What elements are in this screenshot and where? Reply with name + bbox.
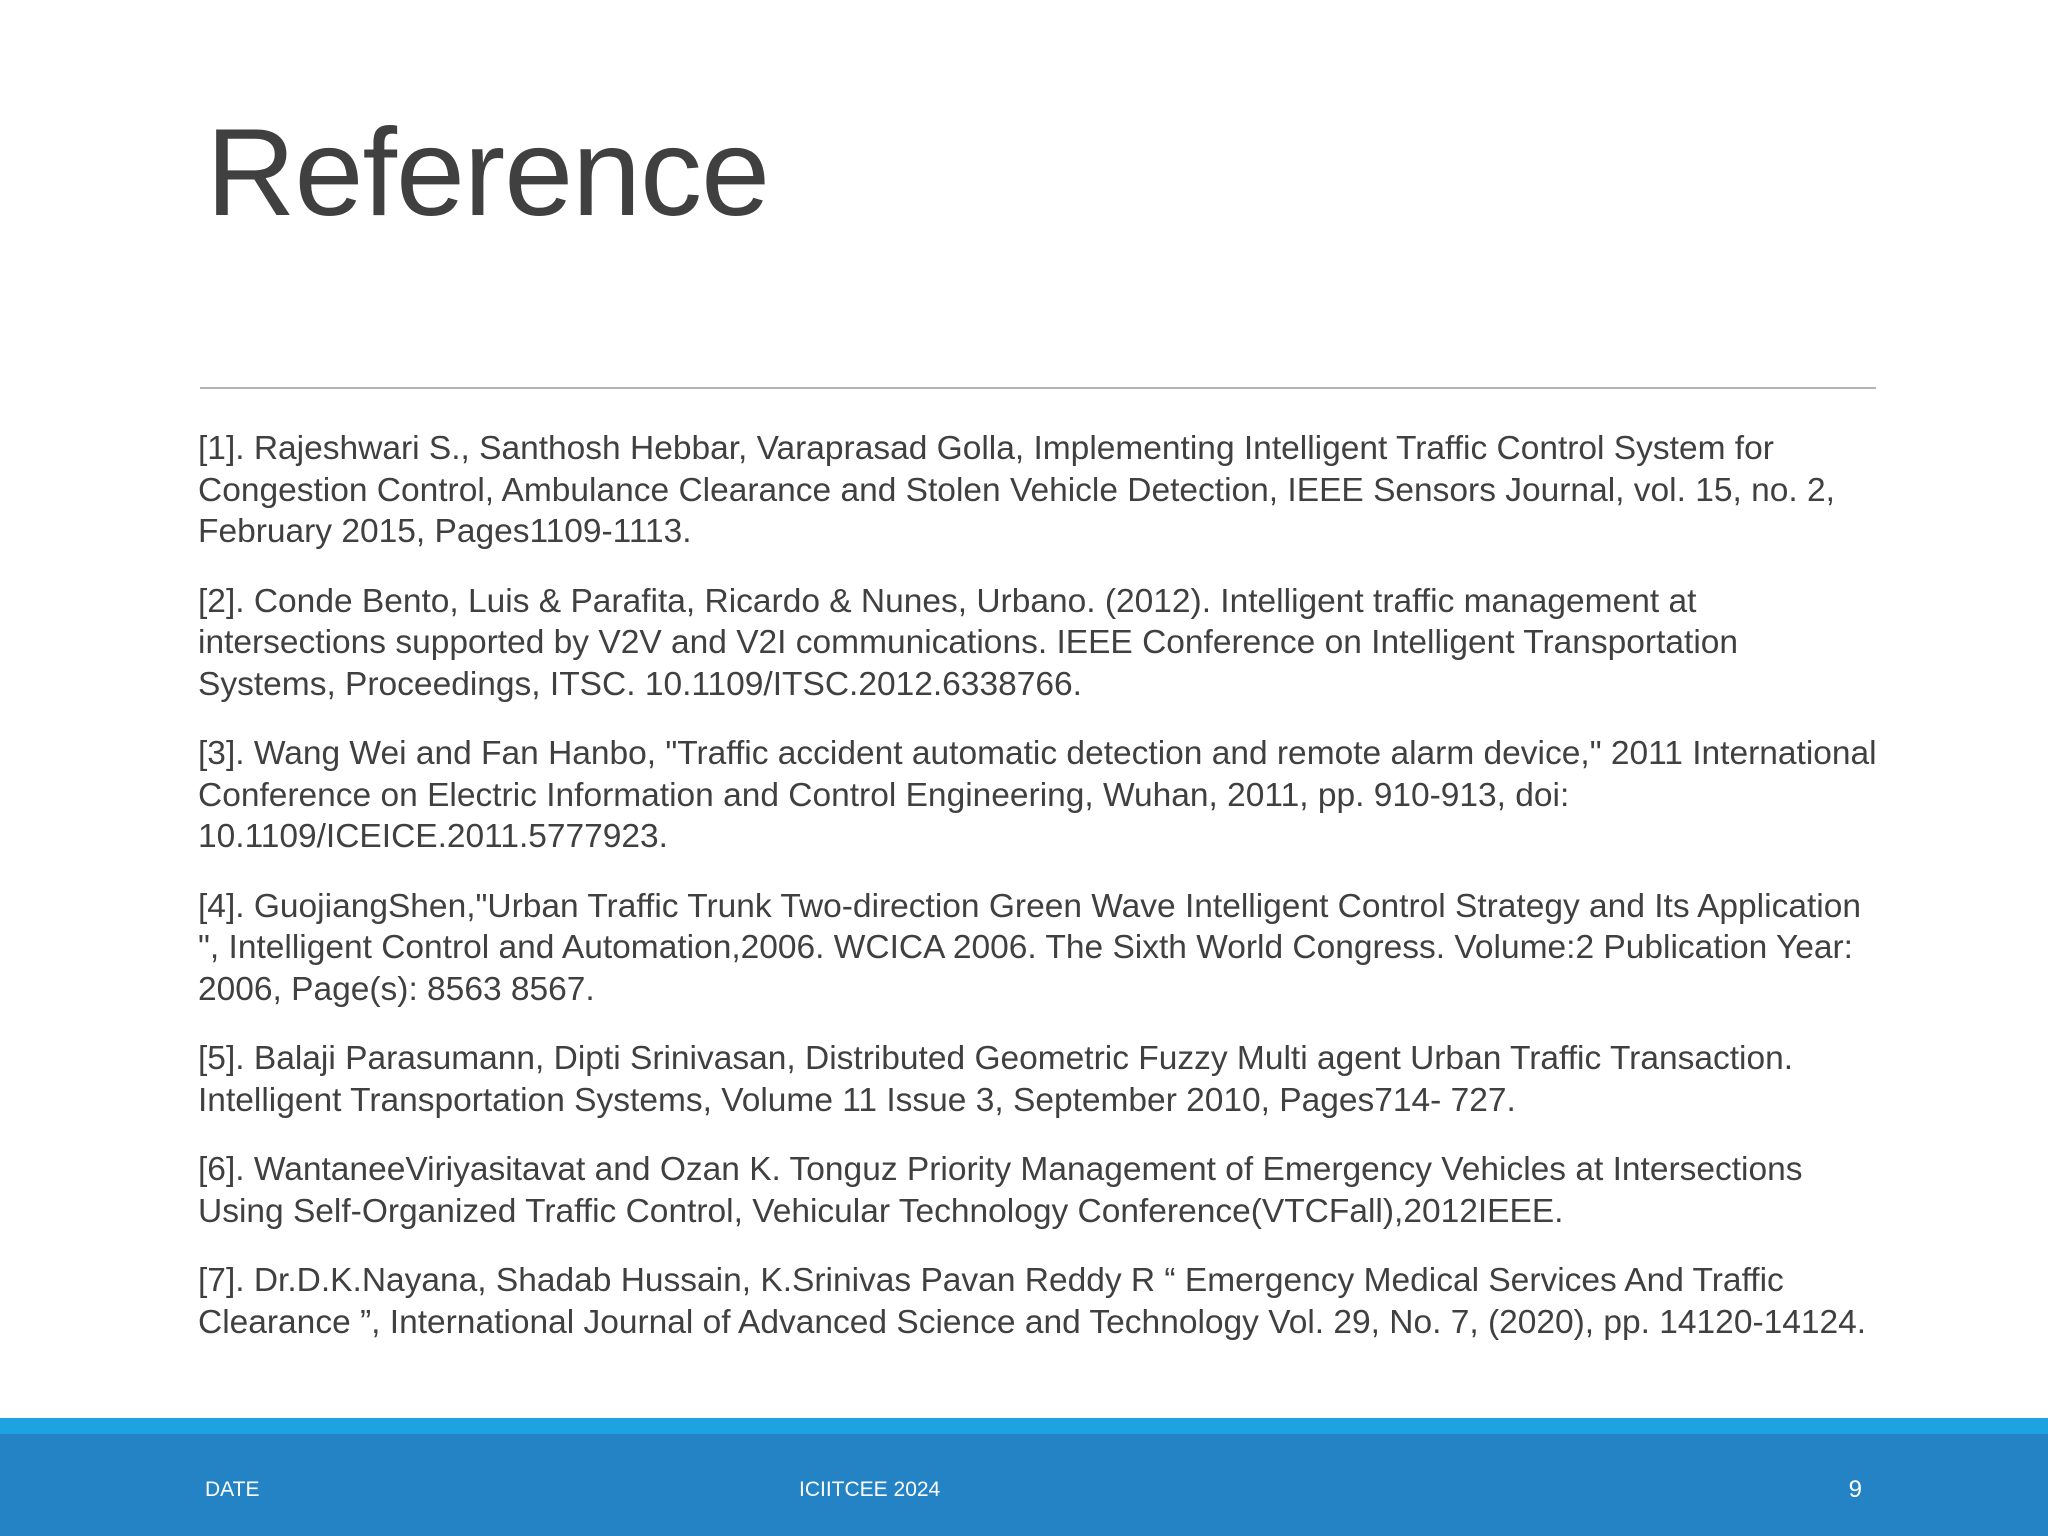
footer-accent-stripe [0, 1418, 2048, 1434]
reference-item-1: [1]. Rajeshwari S., Santhosh Hebbar, Varaprasad Golla, Implementing Intelligent Traffic Control System for Congestion Control, Ambulance Clearance and Stolen Vehicle Detection, IEEE Sensors Journal, vol. 15, no. 2, February 2015, Pages1109-1113. [198, 430, 1835, 550]
title-divider [200, 387, 1876, 389]
footer-band [0, 1434, 2048, 1536]
reference-list [198, 428, 1878, 1371]
reference-item-2: [2]. Conde Bento, Luis & Parafita, Ricardo & Nunes, Urbano. (2012). Intelligent traffic management at intersections supported by V2V and V2I communications. IEEE Conference on Intelligent Transportation Systems, Proceedings, ITSC. 10.1109/ITSC.2012.6338766. [198, 582, 1739, 703]
footer-page-number: 9 [1848, 1476, 1862, 1503]
footer-conference: ICIITCEE 2024 [799, 1478, 941, 1501]
slide-title: Reference [206, 104, 770, 242]
reference-item-3: [3]. Wang Wei and Fan Hanbo, "Traffic accident automatic detection and remote alarm device," 2011 International Conference on Electric Information and Control Engineering, Wuhan, 2011, pp. 910-913, doi: 10.1109/ICEICE.2011.5777923. [198, 735, 1877, 855]
footer-date: DATE [205, 1478, 260, 1501]
reference-item-5: [5]. Balaji Parasumann, Dipti Srinivasan, Distributed Geometric Fuzzy Multi agent Urban Traffic Transaction. Intelligent Transportation Systems, Volume 11 Issue 3, September 2010, Pages714- 727. [198, 1040, 1794, 1119]
reference-item-4: [4]. GuojiangShen,"Urban Traffic Trunk Two-direction Green Wave Intelligent Control Strategy and Its Application ", Intelligent Control and Automation,2006. WCICA 2006. The Sixth World Congress. Volume:2 Publication Year: 2006, Page(s): 8563 8567. [198, 887, 1861, 1008]
reference-item-6: [6]. WantaneeViriyasitavat and Ozan K. Tonguz Priority Management of Emergency Vehicles at Intersections Using Self-Organized Traffic Control, Vehicular Technology Conference(VTCFall),2012IEEE. [198, 1151, 1803, 1230]
reference-item-7: [7]. Dr.D.K.Nayana, Shadab Hussain, K.Srinivas Pavan Reddy R “ Emergency Medical Services And Traffic Clearance ”, International Journal of Advanced Science and Technology Vol. 29, No. 7, (2020), pp. 14120-14124. [198, 1262, 1867, 1341]
